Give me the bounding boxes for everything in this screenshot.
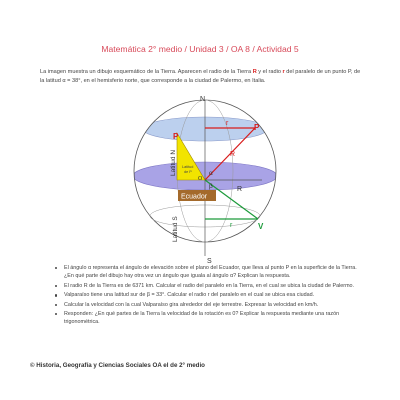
intro-text-3: del paralelo de un punto P, de la latitud α = 38°, en el hemisferio norte, que corresponde a la ciudad de Palermo, en Italia. (40, 69, 361, 84)
list-item: Valparaíso tiene una latitud sur de β = 33°. Calcular el radio r del paralelo en el cual se ubica esa ciudad. (40, 291, 362, 299)
label-R-equator: R (237, 186, 243, 193)
label-equator: Ecuador (181, 193, 208, 201)
label-r-bottom: r (230, 222, 233, 229)
intro-text-1: La imagen muestra un dibujo esquemático de la Tierra. Aparecen el radio de la Tierra (40, 69, 253, 75)
label-north: N (200, 96, 206, 103)
label-triangle-line2: de P (184, 170, 192, 174)
intro-radius-r: r (282, 69, 285, 75)
intro-paragraph (40, 68, 362, 85)
list-item: El radio R de la Tierra es de 6371 km. Calcular el radio del paralelo en la Tierra, en el cual se ubica la ciudad de Palermo. (40, 282, 362, 290)
list-item: Calcular la velocidad con la cual Valparaíso gira alrededor del eje terrestre. Expresar la velocidad en km/h. (40, 301, 362, 309)
footer-caption: © Historia, Geografía y Ciencias Sociales OA el de 2° medio (30, 362, 205, 369)
intro-text-2: y el radio (256, 69, 283, 75)
label-latitude-south: Latitud S (172, 216, 179, 242)
label-triangle-line1: Latitud (182, 165, 194, 169)
label-point-P-right: P (254, 123, 260, 132)
earth-diagram (120, 94, 290, 264)
label-beta: β (209, 183, 213, 190)
page-title: Matemática 2° medio / Unidad 3 / OA 8 / Actividad 5 (101, 44, 299, 54)
list-item: Responden: ¿En qué partes de la Tierra la velocidad de la rotación es 0? Explicar la respuesta mediante una razón trigonométrica. (40, 310, 362, 327)
intro-radius-R: R (252, 69, 257, 75)
label-origin: O (198, 176, 203, 182)
label-alpha: α (209, 170, 213, 177)
label-latitude-north: Latitud N (170, 149, 177, 176)
label-point-P-left: P (173, 132, 179, 141)
list-item: El ángulo α representa el ángulo de elevación sobre el plano del Ecuador, que lleva al punto P en la superficie de la Tierra. ¿En qué parte del dibujo hay otra vez un ángulo que iguala al ángulo α? Explican la respuesta. (40, 264, 362, 281)
question-list (40, 264, 362, 328)
label-r-top: r (226, 120, 229, 127)
label-point-V: V (258, 222, 264, 231)
label-R-diagonal: R (230, 151, 236, 158)
label-south: S (207, 258, 212, 264)
